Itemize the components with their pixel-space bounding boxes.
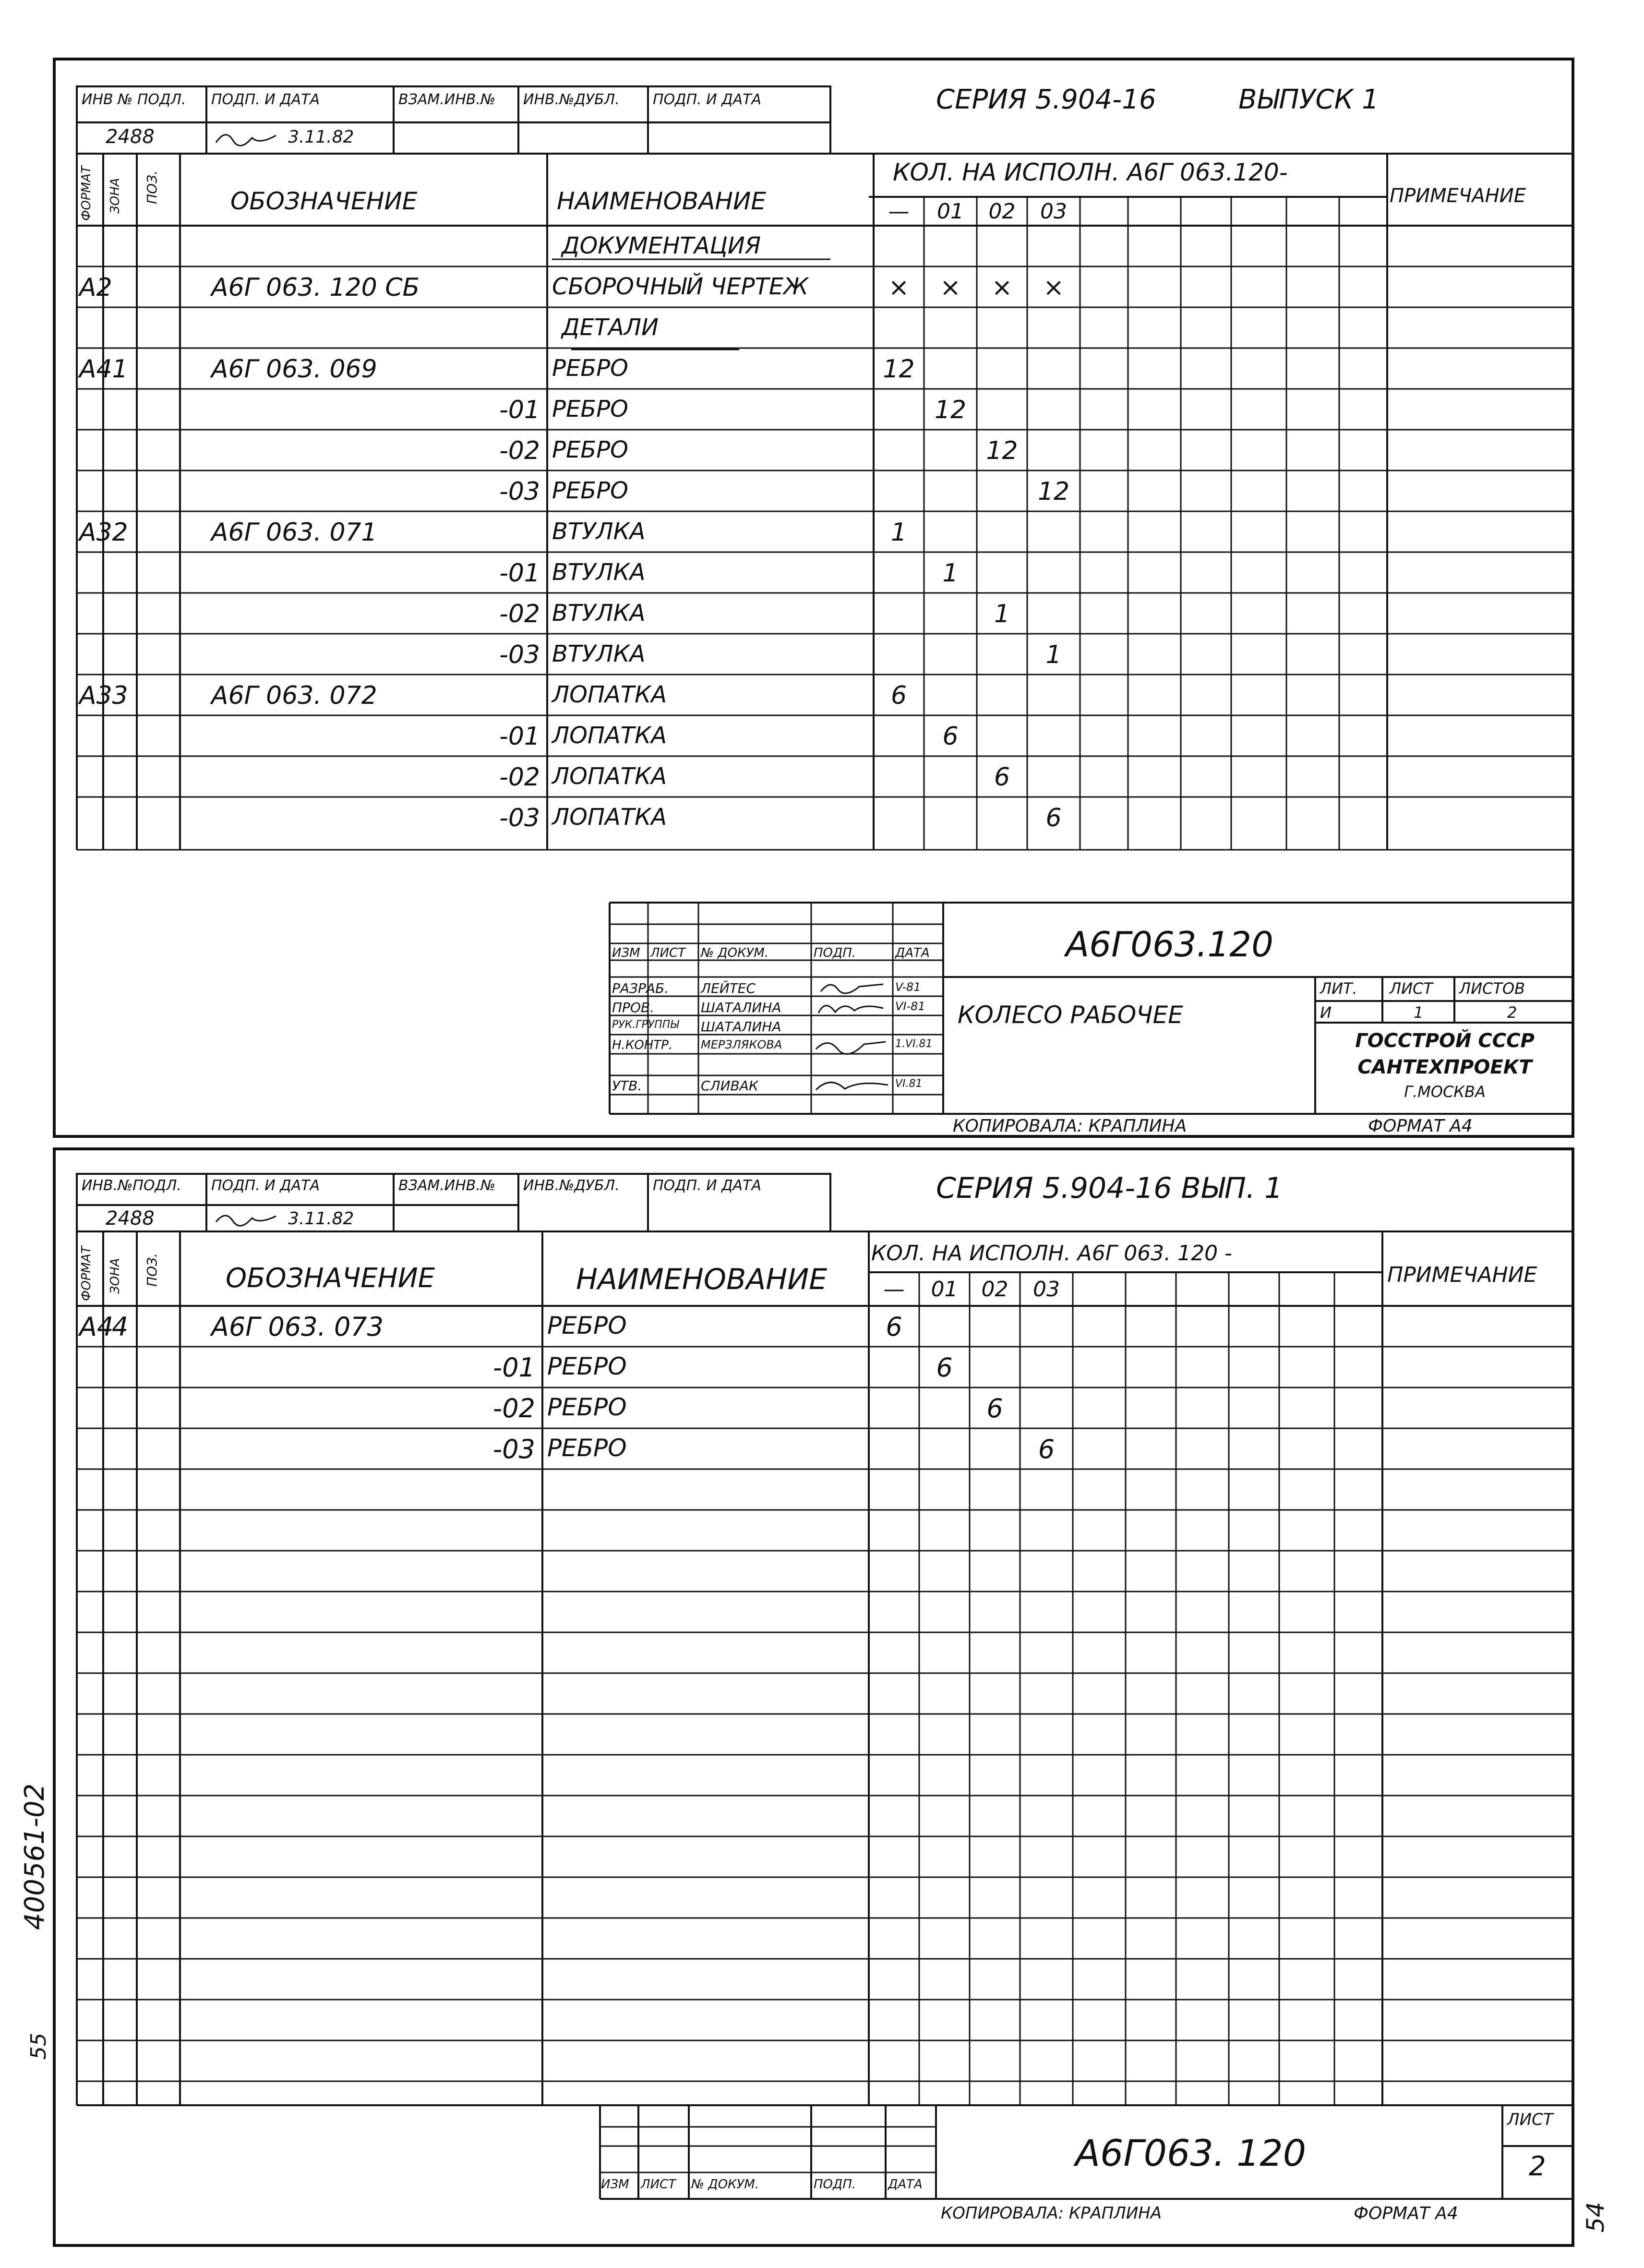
qty-col-base: — bbox=[888, 199, 910, 224]
s2-col-note-header: ПРИМЕЧАНИЕ bbox=[1387, 1263, 1537, 1287]
tb-sheet-label: ЛИСТ bbox=[1390, 979, 1433, 998]
s2-col-format-header: ФОРМАТ bbox=[79, 1246, 94, 1301]
qty-cell-02: 6 bbox=[986, 1393, 1003, 1424]
tb-date-1: VI-81 bbox=[895, 1000, 925, 1013]
qty-cell-02: 6 bbox=[994, 763, 1010, 792]
qty-cell-01: 12 bbox=[934, 396, 967, 424]
tb-org-line3: Г.МОСКВА bbox=[1404, 1083, 1486, 1101]
tb-role-0: РАЗРАБ. bbox=[612, 980, 669, 996]
s2-header-label-sign-date: ПОДП. И ДАТА bbox=[211, 1177, 320, 1194]
row-name: ВТУЛКА bbox=[552, 559, 646, 586]
qty-cell-base: 6 bbox=[890, 681, 907, 710]
s2-header-label-sign-date-2: ПОДП. И ДАТА bbox=[653, 1177, 762, 1194]
tb-label-izm: ИЗМ bbox=[612, 946, 640, 960]
qty-cell-base: × bbox=[888, 273, 910, 302]
tb-name-4: СЛИВАК bbox=[701, 1078, 758, 1094]
qty-cell-02: × bbox=[991, 273, 1013, 302]
s2-tb-label-sign: ПОДП. bbox=[814, 2177, 856, 2192]
corner-page-number: 54 bbox=[1582, 2202, 1609, 2232]
row-designation: -03 bbox=[499, 804, 540, 832]
s2-header-label-inv-orig: ИНВ.№ПОДЛ. bbox=[82, 1177, 182, 1194]
row-name: ВТУЛКА bbox=[552, 518, 646, 545]
header-label-sign-date-2: ПОДП. И ДАТА bbox=[653, 91, 762, 108]
s2-tb-label-izm: ИЗМ bbox=[601, 2177, 629, 2192]
qty-cell-03: 6 bbox=[1038, 1434, 1055, 1464]
issue-label: ВЫПУСК 1 bbox=[1238, 84, 1379, 115]
s2-qty-title: КОЛ. НА ИСПОЛН. А6Г 063. 120 - bbox=[871, 1241, 1232, 1266]
col-name-header: НАИМЕНОВАНИЕ bbox=[557, 187, 766, 215]
row-position: 1 bbox=[112, 355, 128, 384]
row-name: РЕБРО bbox=[552, 477, 628, 504]
tb-date-0: V-81 bbox=[895, 980, 921, 994]
row-position: 2 bbox=[112, 518, 128, 547]
row-designation: А6Г 063. 072 bbox=[211, 681, 377, 710]
tb-lit-value: И bbox=[1320, 1003, 1332, 1022]
row-format: А2 bbox=[79, 273, 112, 302]
tb-label-list: ЛИСТ bbox=[650, 946, 686, 960]
qty-cell-base: 6 bbox=[886, 1312, 902, 1342]
s2-tb-sheet-label: ЛИСТ bbox=[1507, 2110, 1553, 2129]
tb-name-0: ЛЕЙТЕС bbox=[701, 980, 756, 996]
series-label: СЕРИЯ 5.904-16 bbox=[936, 84, 1156, 115]
qty-col-02: 02 bbox=[988, 199, 1016, 224]
row-designation: -02 bbox=[499, 600, 540, 628]
qty-cell-02: 1 bbox=[994, 600, 1010, 628]
row-designation: -01 bbox=[492, 1352, 535, 1383]
qty-col-01: 01 bbox=[937, 199, 964, 224]
format-label: ФОРМАТ А4 bbox=[1368, 1116, 1473, 1136]
tb-lit-label: ЛИТ. bbox=[1320, 979, 1357, 998]
row-format: А3 bbox=[79, 681, 112, 710]
row-name: РЕБРО bbox=[547, 1393, 627, 1421]
qty-title: КОЛ. НА ИСПОЛН. А6Г 063.120- bbox=[893, 158, 1288, 186]
row-designation: А6Г 063. 071 bbox=[211, 518, 377, 547]
row-designation: А6Г 063. 120 СБ bbox=[211, 273, 420, 302]
tb-role-4: УТВ. bbox=[612, 1078, 642, 1094]
copied-by: КОПИРОВАЛА: КРАПЛИНА bbox=[953, 1116, 1187, 1136]
header-label-sign-date: ПОДП. И ДАТА bbox=[211, 91, 320, 108]
row-name: ВТУЛКА bbox=[552, 640, 646, 667]
row-name: ЛОПАТКА bbox=[552, 681, 667, 708]
s2-tb-sheet-value: 2 bbox=[1529, 2151, 1546, 2182]
col-zone-header: ЗОНА bbox=[108, 178, 122, 214]
s2-inv-number: 2488 bbox=[106, 1207, 155, 1230]
tb-org-line2: САНТЕХПРОЕКТ bbox=[1357, 1056, 1532, 1078]
row-designation: -01 bbox=[499, 396, 540, 424]
row-designation: -01 bbox=[499, 559, 540, 588]
row-name: СБОРОЧНЫЙ ЧЕРТЕЖ bbox=[552, 273, 808, 300]
row-designation: -03 bbox=[499, 477, 540, 506]
qty-cell-01: 1 bbox=[942, 559, 959, 588]
qty-cell-03: × bbox=[1043, 273, 1064, 302]
s2-col-name-header: НАИМЕНОВАНИЕ bbox=[576, 1263, 828, 1296]
row-designation: -02 bbox=[499, 763, 540, 792]
row-position: 4 bbox=[111, 1312, 129, 1342]
tb-role-2: РУК.ГРУППЫ bbox=[612, 1019, 679, 1031]
row-name: РЕБРО bbox=[547, 1434, 627, 1462]
header-label-inv-orig: ИНВ № ПОДЛ. bbox=[82, 91, 186, 108]
s2-series-label: СЕРИЯ 5.904-16 ВЫП. 1 bbox=[936, 1171, 1283, 1205]
tb-date-4: VI.81 bbox=[895, 1078, 923, 1090]
qty-cell-03: 1 bbox=[1045, 640, 1062, 669]
s2-tb-label-list: ЛИСТ bbox=[641, 2177, 676, 2192]
row-designation: А6Г 063. 069 bbox=[211, 355, 377, 384]
s2-col-designation-header: ОБОЗНАЧЕНИЕ bbox=[226, 1263, 435, 1294]
col-pos-header: ПОЗ. bbox=[144, 170, 160, 204]
tb-sheet-value: 1 bbox=[1414, 1003, 1424, 1022]
tb-label-sign: ПОДП. bbox=[814, 946, 856, 960]
s2-header-label-dup-inv: ИНВ.№ДУБЛ. bbox=[523, 1177, 620, 1194]
tb-org-line1: ГОССТРОЙ СССР bbox=[1355, 1030, 1535, 1052]
row-position: 3 bbox=[112, 681, 128, 710]
s2-copied-by: КОПИРОВАЛА: КРАПЛИНА bbox=[941, 2204, 1162, 2223]
row-name: РЕБРО bbox=[552, 436, 628, 463]
qty-cell-03: 12 bbox=[1037, 477, 1070, 506]
row-name: ЛОПАТКА bbox=[552, 763, 667, 790]
row-format: А4 bbox=[79, 1312, 114, 1342]
row-name: РЕБРО bbox=[547, 1352, 627, 1380]
tb-label-docnum: № ДОКУМ. bbox=[701, 946, 769, 960]
section-heading: ДЕТАЛИ bbox=[562, 314, 659, 341]
row-designation: -02 bbox=[492, 1393, 535, 1424]
s2-header-sign-date: 3.11.82 bbox=[288, 1209, 354, 1229]
row-name: РЕБРО bbox=[547, 1312, 627, 1339]
row-name: ЛОПАТКА bbox=[552, 722, 667, 749]
s2-tb-label-date: ДАТА bbox=[888, 2177, 923, 2192]
qty-cell-01: 6 bbox=[936, 1352, 953, 1383]
side-page-number: 55 bbox=[26, 2033, 51, 2060]
tb-name-1: ШАТАЛИНА bbox=[701, 1000, 781, 1015]
qty-cell-03: 6 bbox=[1045, 804, 1062, 832]
side-archive-stamp: 400561-02 bbox=[19, 1783, 50, 1930]
inv-number: 2488 bbox=[106, 126, 155, 148]
qty-cell-base: 12 bbox=[883, 355, 915, 384]
row-designation: -01 bbox=[499, 722, 540, 751]
tb-name-2: ШАТАЛИНА bbox=[701, 1019, 781, 1035]
tb-role-1: ПРОВ. bbox=[612, 1000, 655, 1015]
row-name: ЛОПАТКА bbox=[552, 804, 667, 831]
s2-header-label-replace-inv: ВЗАМ.ИНВ.№ bbox=[398, 1177, 496, 1194]
s2-col-pos-header: ПОЗ. bbox=[144, 1253, 160, 1287]
tb-sheets-label: ЛИСТОВ bbox=[1459, 979, 1525, 998]
s2-qty-col-02: 02 bbox=[981, 1277, 1008, 1302]
qty-cell-base: 1 bbox=[890, 518, 907, 547]
header-sign-date: 3.11.82 bbox=[288, 127, 354, 147]
row-name: РЕБРО bbox=[552, 396, 628, 422]
tb-label-date: ДАТА bbox=[895, 946, 930, 960]
row-name: РЕБРО bbox=[552, 355, 628, 382]
row-designation: -02 bbox=[499, 436, 540, 465]
tb-date-3: 1.VI.81 bbox=[895, 1038, 933, 1050]
row-designation: -03 bbox=[492, 1434, 535, 1464]
s2-tb-doc-code: А6Г063. 120 bbox=[1075, 2132, 1307, 2174]
qty-cell-01: 6 bbox=[942, 722, 959, 751]
section-heading: ДОКУМЕНТАЦИЯ bbox=[562, 232, 761, 259]
header-label-replace-inv: ВЗАМ.ИНВ.№ bbox=[398, 91, 496, 108]
row-format: А4 bbox=[79, 355, 112, 384]
row-designation: -03 bbox=[499, 640, 540, 669]
tb-sheets-value: 2 bbox=[1507, 1003, 1517, 1022]
qty-cell-02: 12 bbox=[986, 436, 1018, 465]
s2-qty-col-01: 01 bbox=[931, 1277, 958, 1302]
row-designation: А6Г 063. 073 bbox=[211, 1312, 384, 1342]
s2-col-zone-header: ЗОНА bbox=[108, 1258, 122, 1294]
tb-doc-title: КОЛЕСО РАБОЧЕЕ bbox=[958, 1001, 1183, 1029]
qty-cell-01: × bbox=[940, 273, 961, 302]
row-format: А3 bbox=[79, 518, 112, 547]
header-label-dup-inv: ИНВ.№ДУБЛ. bbox=[523, 91, 620, 108]
tb-name-3: МЕРЗЛЯКОВА bbox=[701, 1038, 782, 1051]
s2-tb-label-docnum: № ДОКУМ. bbox=[691, 2177, 759, 2192]
col-note-header: ПРИМЕЧАНИЕ bbox=[1390, 185, 1526, 207]
s2-qty-col-base: — bbox=[883, 1277, 905, 1302]
tb-role-3: Н.КОНТР. bbox=[612, 1038, 673, 1052]
s2-format-label: ФОРМАТ А4 bbox=[1354, 2204, 1458, 2223]
tb-doc-code: А6Г063.120 bbox=[1066, 924, 1273, 965]
col-designation-header: ОБОЗНАЧЕНИЕ bbox=[230, 187, 418, 215]
row-name: ВТУЛКА bbox=[552, 600, 646, 627]
s2-handwritten-signature-header bbox=[214, 1207, 281, 1231]
col-format-header: ФОРМАТ bbox=[79, 166, 94, 221]
qty-col-03: 03 bbox=[1040, 199, 1067, 224]
s2-qty-col-03: 03 bbox=[1033, 1277, 1060, 1302]
